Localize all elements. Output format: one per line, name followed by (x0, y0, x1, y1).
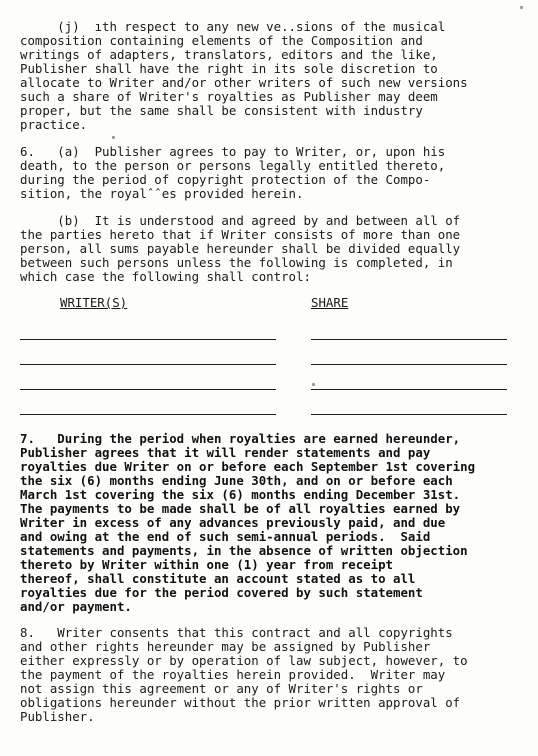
paragraph-line: the payment of the royalties herein provided. Writer may (20, 667, 446, 682)
writer-blank-line (20, 364, 276, 365)
paragraph-line: person, all sums payable hereunder shall be divided equally (20, 241, 461, 256)
paragraph-line: either expressly or by operation of law subject, however, to (20, 653, 468, 668)
paragraph-line: March 1st covering the six (6) months ending December 31st. (20, 487, 461, 502)
paragraph-line: such a share of Writer's royalties as Publisher may deem (20, 89, 438, 104)
paragraph-line: and/or payment. (20, 599, 132, 614)
writer-header: WRITER(S) (60, 295, 128, 310)
paragraph-line: practice. (20, 117, 88, 132)
paragraph-line: and other rights hereunder may be assigned by Publisher (20, 639, 431, 654)
paragraph-line: Publisher. (20, 709, 95, 724)
paragraph-line: allocate to Writer and/or other writers of such new versions (20, 75, 468, 90)
scan-speck (312, 383, 315, 386)
paragraph-line: The payments to be made shall be of all royalties earned by (20, 501, 461, 516)
scan-speck (112, 136, 115, 139)
paragraph-line: proper, but the same shall be consistent with industry (20, 103, 423, 118)
paragraph-line: which case the following shall control: (20, 269, 311, 284)
paragraph-line: (j) ıth respect to any new ve..sions of the musical (20, 19, 446, 34)
scan-speck (520, 6, 523, 9)
paragraph-line: royalties due for the period covered by such statement (20, 585, 423, 600)
paragraph-line: the parties hereto that if Writer consists of more than one (20, 227, 461, 242)
paragraph-line: Writer in excess of any advances previously paid, and due (20, 515, 446, 530)
writer-blank-line (20, 339, 276, 340)
paragraph-line: royalties due Writer on or before each September 1st covering (20, 459, 476, 474)
paragraph-line: obligations hereunder without the prior written approval of (20, 695, 461, 710)
paragraph-line: composition containing elements of the Composition and (20, 33, 423, 48)
paragraph-line: the six (6) months ending June 30th, and on or before each (20, 473, 453, 488)
paragraph-line: Publisher shall have the right in its sole discretion to (20, 61, 438, 76)
share-header: SHARE (311, 295, 349, 310)
writer-blank-line (20, 414, 276, 415)
paragraph-line: sition, the royalˆˆes provided herein. (20, 186, 304, 201)
paragraph-line: 8. Writer consents that this contract and all copyrights (20, 625, 453, 640)
paragraph-line: 6. (a) Publisher agrees to pay to Writer, or, upon his (20, 144, 446, 159)
paragraph-line: and owing at the end of such semi-annual periods. Said (20, 529, 431, 544)
paragraph-line: between such persons unless the following is completed, in (20, 255, 453, 270)
paragraph-line: death, to the person or persons legally entitled thereto, (20, 158, 446, 173)
writer-blank-line (20, 389, 276, 390)
paragraph-line: writings of adapters, translators, editors and the like, (20, 47, 438, 62)
paragraph-line: not assign this agreement or any of Writer's rights or (20, 681, 423, 696)
share-blank-line (311, 414, 507, 415)
paragraph-line: 7. During the period when royalties are earned hereunder, (20, 431, 461, 446)
share-blank-line (311, 339, 507, 340)
paragraph-line: thereof, shall constitute an account stated as to all (20, 571, 416, 586)
paragraph-line: statements and payments, in the absence of written objection (20, 543, 468, 558)
paragraph-line: (b) It is understood and agreed by and between all of (20, 213, 461, 228)
share-blank-line (311, 389, 507, 390)
paragraph-line: Publisher agrees that it will render statements and pay (20, 445, 431, 460)
paragraph-line: during the period of copyright protection of the Compo- (20, 172, 431, 187)
paragraph-line: thereto by Writer within one (1) year from receipt (20, 557, 393, 572)
share-blank-line (311, 364, 507, 365)
